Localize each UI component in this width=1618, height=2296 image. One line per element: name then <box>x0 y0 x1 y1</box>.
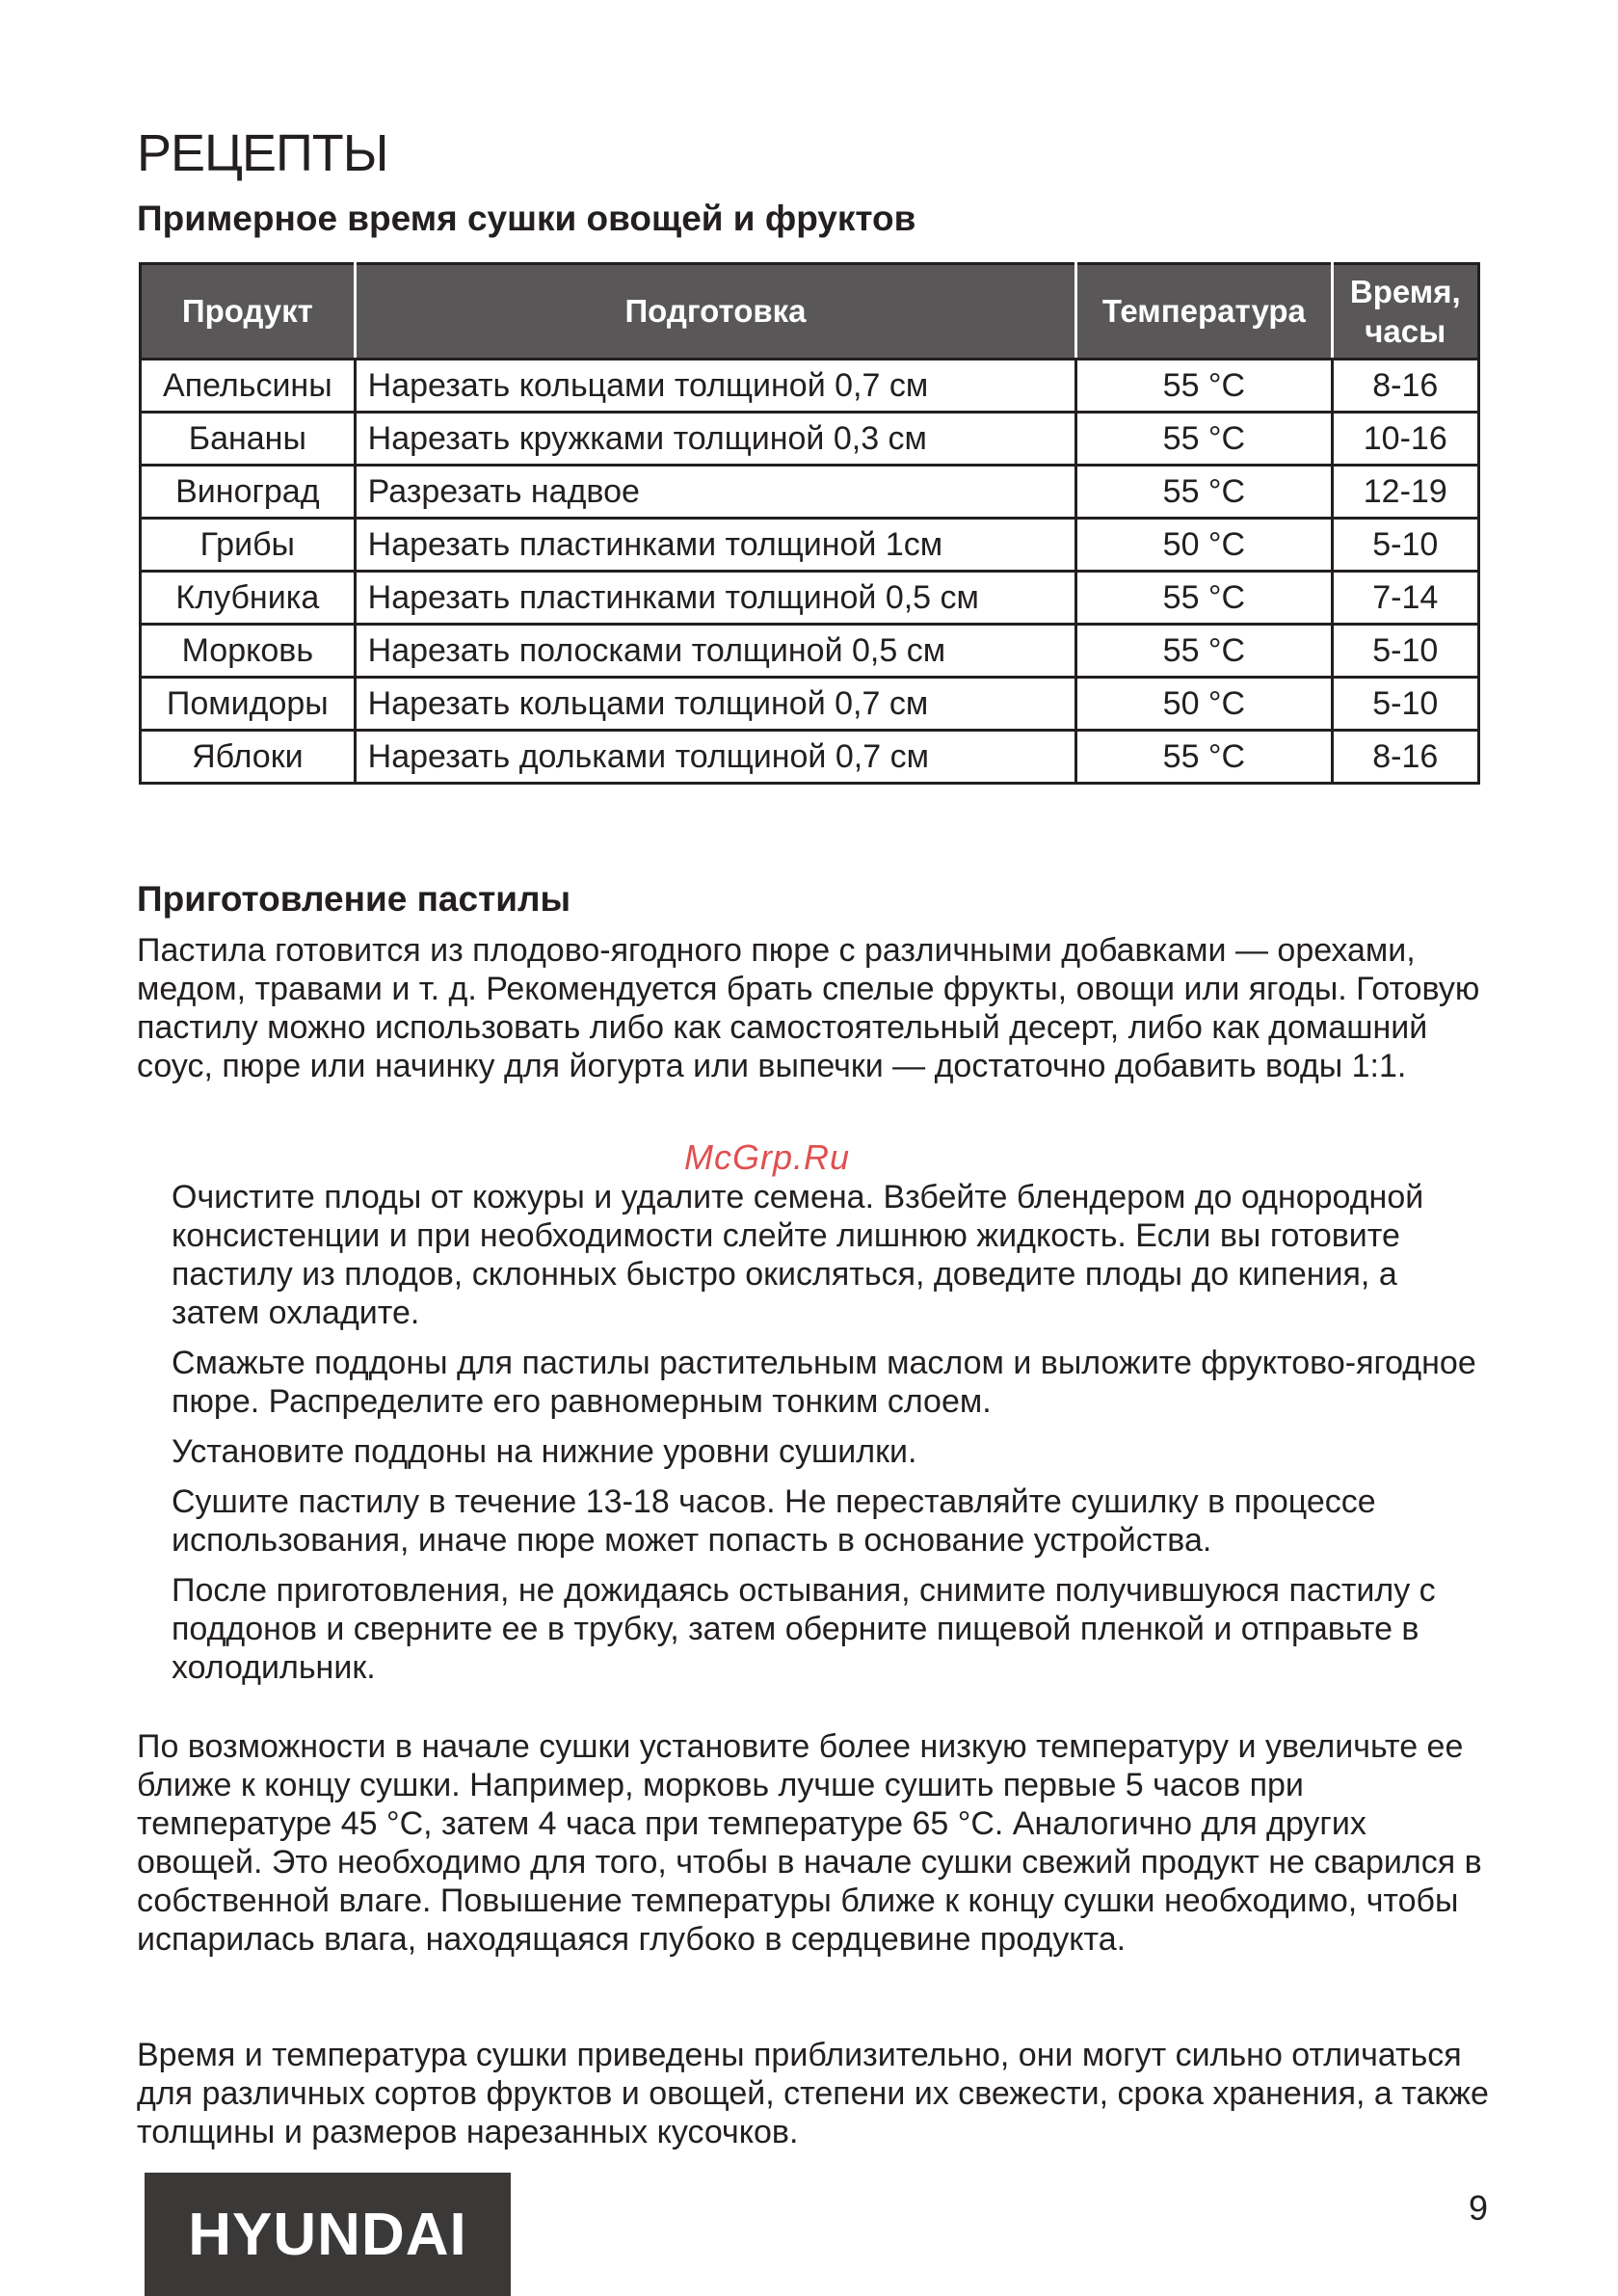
header-preparation: Подготовка <box>355 264 1076 360</box>
table-title: Примерное время сушки овощей и фруктов <box>137 199 916 238</box>
step-item: Установите поддоны на нижние уровни сушилки. <box>172 1433 917 1470</box>
watermark: McGrp.Ru <box>684 1137 851 1177</box>
cell-preparation: Нарезать кольцами толщиной 0,7 см <box>355 360 1076 413</box>
header-temperature: Температура <box>1076 264 1332 360</box>
cell-temperature: 55 °С <box>1076 572 1332 625</box>
cell-product: Апельсины <box>141 360 356 413</box>
intro-paragraph: Пастила готовится из плодово-ягодного пюре с различными добавками — орехами, медом, травами и т. д. Рекомендуется брать спелые фрукты, овощи или ягоды. Готовую пастилу можно использовать либо как самостоятельный десерт, либо как домашний соус, пюре или начинку для йогурта или выпечки — достаточно добавить воды 1:1. <box>137 932 1480 1084</box>
cell-preparation: Разрезать надвое <box>355 466 1076 519</box>
brand-logo <box>145 2173 511 2296</box>
table-row <box>141 625 1479 678</box>
cell-temperature: 55 °С <box>1076 466 1332 519</box>
table-row <box>141 466 1479 519</box>
cell-product: Яблоки <box>141 731 356 784</box>
cell-product: Помидоры <box>141 678 356 731</box>
table-row <box>141 519 1479 572</box>
brand-logo-text: HYUNDAI <box>188 2201 467 2268</box>
cell-product: Виноград <box>141 466 356 519</box>
table-row <box>141 572 1479 625</box>
table-header-row <box>141 264 1479 360</box>
step-item: Очистите плоды от кожуры и удалите семена. Взбейте блендером до однородной консистенции и при необходимости слейте лишнюю жидкость. Если вы готовите пастилу из плодов, склонных быстро окисляться, доведите плоды до кипения, а затем охладите. <box>172 1179 1424 1331</box>
page-number: 9 <box>1469 2188 1489 2228</box>
cell-preparation: Нарезать пластинками толщиной 0,5 см <box>355 572 1076 625</box>
cell-temperature: 50 °С <box>1076 519 1332 572</box>
table-row <box>141 678 1479 731</box>
cell-time: 8-16 <box>1332 360 1479 413</box>
table-row <box>141 413 1479 466</box>
cell-preparation: Нарезать полосками толщиной 0,5 см <box>355 625 1076 678</box>
cell-time: 7-14 <box>1332 572 1479 625</box>
table-row <box>141 360 1479 413</box>
step-item: После приготовления, не дожидаясь остывания, снимите получившуюся пастилу с поддонов и сверните ее в трубку, затем оберните пищевой пленкой и отправьте в холодильник. <box>172 1572 1436 1686</box>
cell-temperature: 55 °С <box>1076 360 1332 413</box>
page-title: РЕЦЕПТЫ <box>137 124 388 182</box>
cell-product: Клубника <box>141 572 356 625</box>
cell-temperature: 55 °С <box>1076 413 1332 466</box>
cell-time: 8-16 <box>1332 731 1479 784</box>
header-time: Время, часы <box>1332 264 1479 360</box>
cell-temperature: 50 °С <box>1076 678 1332 731</box>
cell-preparation: Нарезать кружками толщиной 0,3 см <box>355 413 1076 466</box>
cell-product: Бананы <box>141 413 356 466</box>
cell-preparation: Нарезать дольками толщиной 0,7 см <box>355 731 1076 784</box>
step-item: Смажьте поддоны для пастилы растительным маслом и выложите фруктово-ягодное пюре. Распределите его равномерным тонким слоем. <box>172 1345 1476 1420</box>
cell-time: 5-10 <box>1332 625 1479 678</box>
steps-list <box>172 1178 1492 1698</box>
cell-time: 10-16 <box>1332 413 1479 466</box>
table-row <box>141 731 1479 784</box>
cell-product: Морковь <box>141 625 356 678</box>
cell-product: Грибы <box>141 519 356 572</box>
cell-time: 5-10 <box>1332 678 1479 731</box>
drying-time-table <box>139 262 1480 785</box>
cell-preparation: Нарезать кольцами толщиной 0,7 см <box>355 678 1076 731</box>
step-item: Сушите пастилу в течение 13-18 часов. Не переставляйте сушилку в процессе использования, иначе пюре может попасть в основание устройства. <box>172 1483 1376 1559</box>
disclaimer-paragraph: Время и температура сушки приведены приблизительно, они могут сильно отличаться для различных сортов фруктов и овощей, степени их свежести, срока хранения, а также толщины и размеров нарезанных кусочков. <box>137 2037 1489 2150</box>
temperature-advice-paragraph: По возможности в начале сушки установите более низкую температуру и увеличьте ее ближе к концу сушки. Например, морковь лучше сушить первые 5 часов при температуре 45 °С, затем 4 часа при температуре 65 °С. Аналогично для других овощей. Это необходимо для того, чтобы в начале сушки свежий продукт не сварился в собственной влаге. Повышение температуры ближе к концу сушки необходимо, чтобы испарилась влага, находящаяся глубоко в сердцевине продукта. <box>137 1728 1482 1958</box>
section-heading-pastila: Приготовление пастилы <box>137 879 571 919</box>
cell-time: 12-19 <box>1332 466 1479 519</box>
cell-time: 5-10 <box>1332 519 1479 572</box>
cell-temperature: 55 °С <box>1076 731 1332 784</box>
cell-preparation: Нарезать пластинками толщиной 1см <box>355 519 1076 572</box>
header-product: Продукт <box>141 264 356 360</box>
cell-temperature: 55 °С <box>1076 625 1332 678</box>
